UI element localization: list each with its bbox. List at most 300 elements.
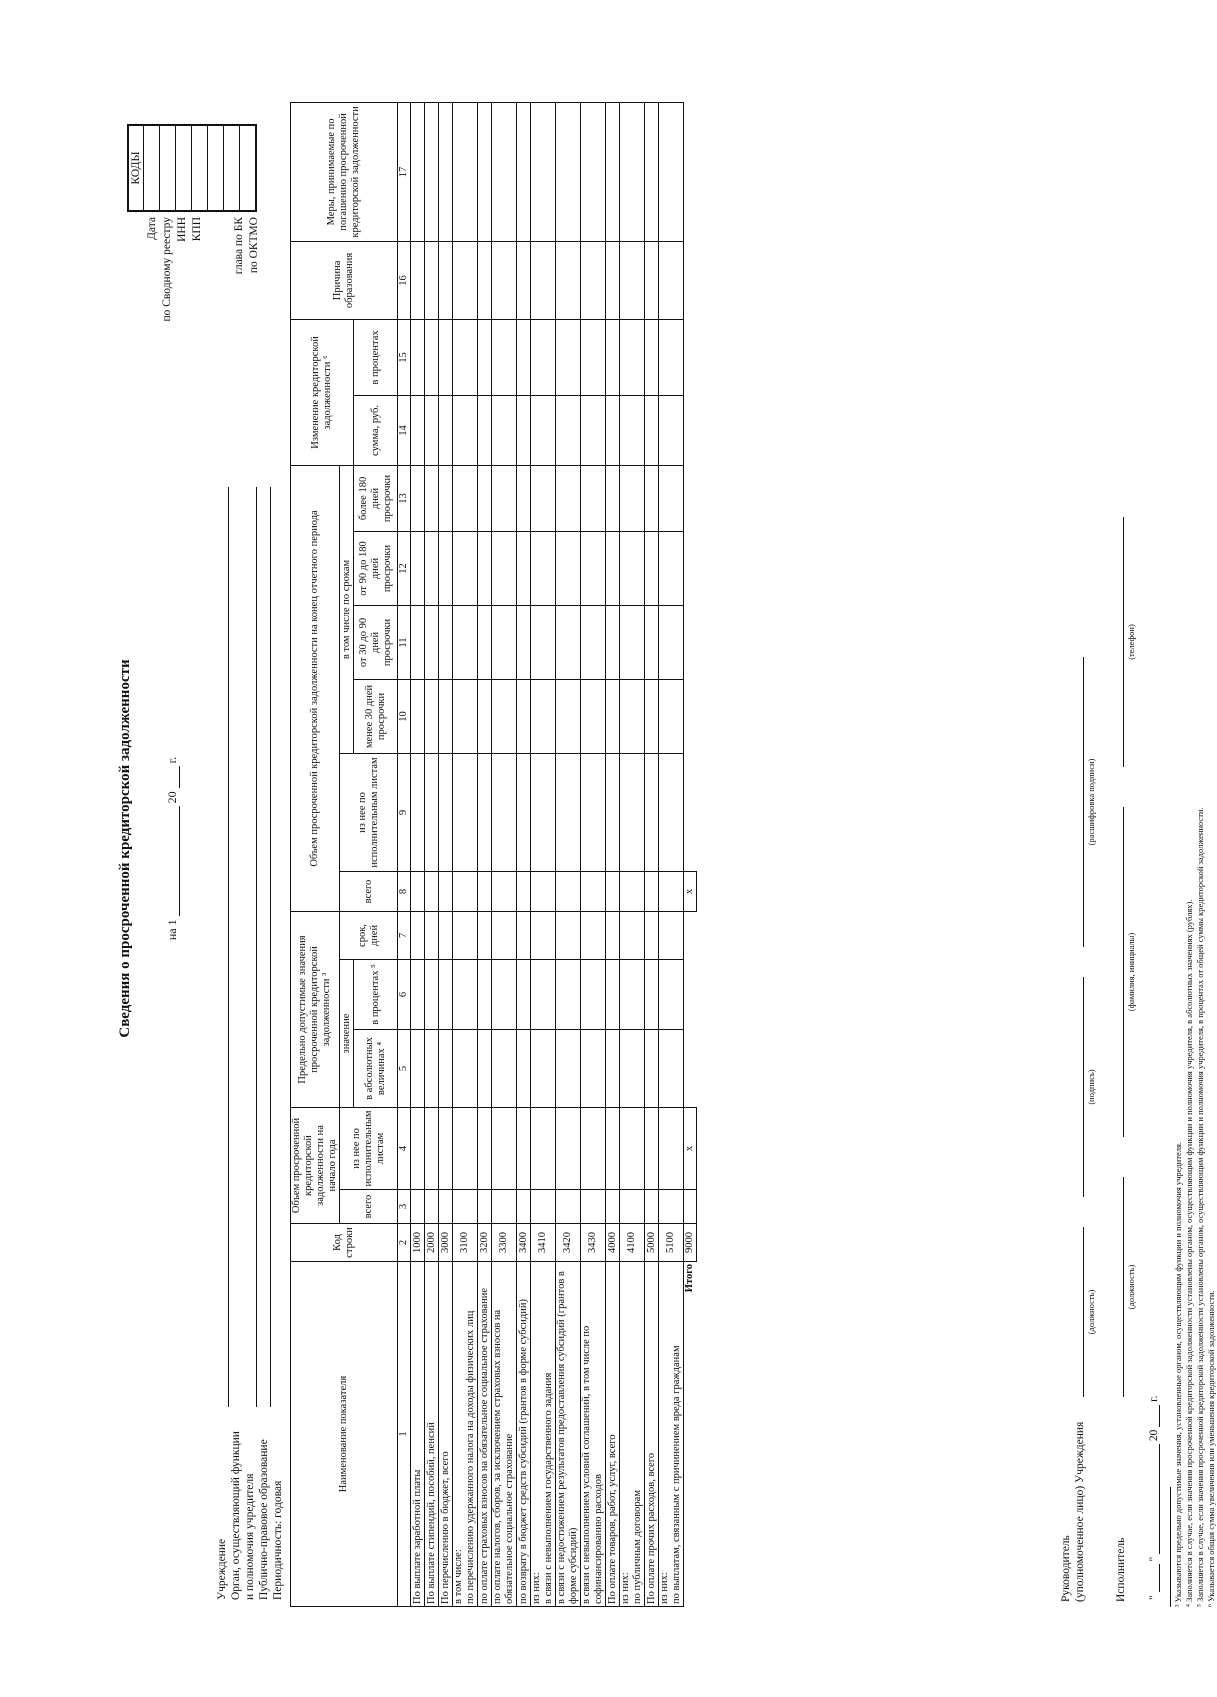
value-cell[interactable] xyxy=(411,241,425,319)
value-cell[interactable] xyxy=(517,872,531,912)
value-cell[interactable] xyxy=(492,872,517,912)
value-cell[interactable] xyxy=(531,532,556,606)
value-cell[interactable] xyxy=(478,102,492,241)
value-cell[interactable] xyxy=(478,465,492,531)
row-code: 3430 xyxy=(581,1224,606,1262)
value-cell[interactable] xyxy=(659,1030,684,1108)
value-cell[interactable] xyxy=(659,465,684,531)
value-cell[interactable] xyxy=(453,102,478,241)
value-cell[interactable] xyxy=(453,465,478,531)
value-cell[interactable] xyxy=(531,912,556,960)
value-cell[interactable] xyxy=(620,606,645,680)
value-cell[interactable] xyxy=(620,532,645,606)
header-value: значение xyxy=(340,960,354,1108)
value-cell[interactable] xyxy=(606,606,620,680)
header-limits: Предельно допустимые значения просроченной кредиторской задолженности ³ xyxy=(291,912,340,1108)
value-cell[interactable] xyxy=(620,872,645,912)
row-name: из них: в связи с невыполнением государственного задания xyxy=(531,1262,556,1607)
value-cell[interactable] xyxy=(439,532,453,606)
col-number: 15 xyxy=(398,319,411,395)
value-cell[interactable] xyxy=(517,960,531,1030)
footnote-separator xyxy=(1170,1487,1171,1607)
row-name: по возврату в бюджет средств субсидий (грантов в форме субсидий) xyxy=(517,1262,531,1607)
value-cell[interactable] xyxy=(411,395,425,465)
year-blank[interactable] xyxy=(179,766,180,788)
value-cell[interactable] xyxy=(478,319,492,395)
value-cell[interactable] xyxy=(492,1108,517,1190)
value-cell[interactable] xyxy=(620,754,645,872)
code-cell-kpp[interactable] xyxy=(192,125,208,211)
value-cell[interactable] xyxy=(659,1108,684,1190)
value-cell[interactable] xyxy=(556,872,581,912)
value-cell[interactable] xyxy=(581,912,606,960)
value-cell[interactable] xyxy=(606,532,620,606)
value-cell[interactable] xyxy=(659,395,684,465)
value-cell[interactable] xyxy=(425,532,439,606)
value-cell[interactable] xyxy=(425,872,439,912)
value-cell[interactable] xyxy=(439,241,453,319)
value-cell[interactable] xyxy=(556,1190,581,1224)
col-number: 12 xyxy=(398,532,411,606)
value-cell[interactable] xyxy=(453,241,478,319)
value-cell[interactable] xyxy=(556,532,581,606)
value-cell[interactable] xyxy=(453,872,478,912)
codes-label: КОДЫ xyxy=(128,125,144,211)
value-cell[interactable] xyxy=(453,395,478,465)
row-name: по оплате налогов, сборов, за исключением страховых взносов на обязательное социальное страхование xyxy=(492,1262,517,1607)
value-cell[interactable] xyxy=(645,1030,659,1108)
value-cell[interactable] xyxy=(645,680,659,754)
value-cell[interactable] xyxy=(439,606,453,680)
table-row xyxy=(645,102,659,1606)
value-cell[interactable] xyxy=(645,606,659,680)
value-cell[interactable] xyxy=(411,912,425,960)
value-cell[interactable] xyxy=(620,319,645,395)
value-cell[interactable] xyxy=(478,680,492,754)
value-cell[interactable] xyxy=(556,754,581,872)
header-end-total: всего xyxy=(340,872,398,912)
value-cell[interactable] xyxy=(517,319,531,395)
header-name: Наименование показателя xyxy=(291,1262,398,1607)
value-cell[interactable] xyxy=(411,102,425,241)
value-cell[interactable] xyxy=(531,465,556,531)
total-gap xyxy=(684,912,697,1108)
right-label-kpp: КПП xyxy=(191,217,203,242)
table-row xyxy=(517,102,531,1606)
value-cell[interactable] xyxy=(531,754,556,872)
value-cell[interactable] xyxy=(659,241,684,319)
value-cell[interactable] xyxy=(492,319,517,395)
value-cell[interactable] xyxy=(453,680,478,754)
value-cell[interactable] xyxy=(659,532,684,606)
value-cell[interactable] xyxy=(425,241,439,319)
value-cell[interactable] xyxy=(517,680,531,754)
table-row xyxy=(659,102,684,1606)
value-cell[interactable] xyxy=(517,1030,531,1108)
value-cell[interactable] xyxy=(411,960,425,1030)
value-cell[interactable] xyxy=(556,912,581,960)
value-cell[interactable] xyxy=(645,754,659,872)
value-cell[interactable] xyxy=(425,680,439,754)
value-cell[interactable] xyxy=(425,606,439,680)
head-decoding-line[interactable] xyxy=(1083,657,1084,947)
value-cell[interactable] xyxy=(645,1108,659,1190)
value-cell[interactable] xyxy=(556,680,581,754)
value-cell[interactable] xyxy=(645,395,659,465)
row-code: 3100 xyxy=(453,1224,478,1262)
value-cell[interactable] xyxy=(606,1030,620,1108)
value-cell[interactable] xyxy=(659,912,684,960)
value-cell[interactable] xyxy=(478,960,492,1030)
value-cell[interactable] xyxy=(517,1108,531,1190)
header-code: Код строки xyxy=(291,1224,398,1262)
value-cell[interactable] xyxy=(581,872,606,912)
header-change-sum: сумма, руб. xyxy=(354,395,398,465)
value-cell[interactable] xyxy=(517,395,531,465)
value-cell[interactable] xyxy=(517,241,531,319)
value-cell[interactable] xyxy=(439,395,453,465)
footnote-6: ⁶ Указывается общая сумма увеличения или уменьшения кредиторской задолженности. xyxy=(1206,1290,1216,1607)
value-cell[interactable] xyxy=(556,606,581,680)
table-row xyxy=(581,102,606,1606)
caption-phone: (телефон) xyxy=(1126,624,1136,660)
value-cell[interactable] xyxy=(645,960,659,1030)
value-cell[interactable] xyxy=(645,102,659,241)
code-cell-inn[interactable] xyxy=(176,125,192,211)
value-cell[interactable] xyxy=(411,872,425,912)
value-cell[interactable] xyxy=(581,102,606,241)
value-cell[interactable] xyxy=(425,912,439,960)
value-cell[interactable] xyxy=(581,960,606,1030)
row-name: из них: по публичным договорам xyxy=(620,1262,645,1607)
value-cell[interactable] xyxy=(581,680,606,754)
row-name: По выплате стипендий, пособий, пенсий xyxy=(425,1262,439,1607)
value-cell[interactable] xyxy=(478,1108,492,1190)
value-cell[interactable] xyxy=(659,960,684,1030)
total-cell[interactable] xyxy=(684,1190,697,1224)
value-cell[interactable] xyxy=(645,241,659,319)
table-row xyxy=(606,102,620,1606)
value-cell[interactable] xyxy=(620,1108,645,1190)
value-cell[interactable] xyxy=(606,1190,620,1224)
value-cell[interactable] xyxy=(411,1190,425,1224)
caption-fio: (фамилия, инициалы) xyxy=(1126,932,1136,1012)
col-number: 9 xyxy=(398,754,411,872)
value-cell[interactable] xyxy=(531,241,556,319)
public-entity-input-line[interactable] xyxy=(270,487,271,1407)
value-cell[interactable] xyxy=(659,102,684,241)
value-cell[interactable] xyxy=(517,1190,531,1224)
value-cell[interactable] xyxy=(492,912,517,960)
value-cell[interactable] xyxy=(556,395,581,465)
row-code: 1000 xyxy=(411,1224,425,1262)
value-cell[interactable] xyxy=(531,872,556,912)
value-cell[interactable] xyxy=(439,319,453,395)
value-cell[interactable] xyxy=(581,754,606,872)
value-cell[interactable] xyxy=(531,319,556,395)
label-founder-2: и полномочия учредителя xyxy=(244,1473,256,1600)
value-cell[interactable] xyxy=(439,102,453,241)
value-cell[interactable] xyxy=(620,102,645,241)
value-cell[interactable] xyxy=(492,960,517,1030)
value-cell[interactable] xyxy=(453,319,478,395)
value-cell[interactable] xyxy=(645,532,659,606)
value-cell[interactable] xyxy=(453,1030,478,1108)
value-cell[interactable] xyxy=(659,680,684,754)
value-cell[interactable] xyxy=(439,872,453,912)
value-cell[interactable] xyxy=(556,319,581,395)
value-cell[interactable] xyxy=(531,680,556,754)
institution-input-line[interactable] xyxy=(228,487,229,1407)
value-cell[interactable] xyxy=(492,680,517,754)
value-cell[interactable] xyxy=(453,606,478,680)
value-cell[interactable] xyxy=(645,912,659,960)
executor-label: Исполнитель xyxy=(1115,1537,1127,1602)
value-cell[interactable] xyxy=(492,102,517,241)
value-cell[interactable] xyxy=(453,1190,478,1224)
code-cell-oktmo[interactable] xyxy=(240,125,257,211)
value-cell[interactable] xyxy=(453,532,478,606)
value-cell[interactable] xyxy=(478,241,492,319)
head-label-1: Руководитель xyxy=(1060,1535,1072,1602)
value-cell[interactable] xyxy=(425,754,439,872)
founder-input-line[interactable] xyxy=(256,487,257,1407)
value-cell[interactable] xyxy=(556,1108,581,1190)
value-cell[interactable] xyxy=(606,912,620,960)
value-cell[interactable] xyxy=(556,241,581,319)
value-cell[interactable] xyxy=(425,465,439,531)
row-code: 4100 xyxy=(620,1224,645,1262)
value-cell[interactable] xyxy=(581,1108,606,1190)
value-cell[interactable] xyxy=(659,754,684,872)
total-label: Итого xyxy=(684,1264,696,1293)
value-cell[interactable] xyxy=(517,465,531,531)
value-cell[interactable] xyxy=(659,872,684,912)
header-end-of-period: Объем просроченной кредиторской задолженности на конец отчетного периода xyxy=(291,465,340,911)
value-cell[interactable] xyxy=(411,754,425,872)
value-cell[interactable] xyxy=(556,960,581,1030)
value-cell[interactable] xyxy=(606,754,620,872)
value-cell[interactable] xyxy=(645,465,659,531)
month-blank[interactable] xyxy=(1159,1444,1160,1554)
value-cell[interactable] xyxy=(411,680,425,754)
value-cell[interactable] xyxy=(581,606,606,680)
head-position-line[interactable] xyxy=(1083,1227,1084,1397)
codes-box xyxy=(127,124,257,212)
value-cell[interactable] xyxy=(411,1108,425,1190)
col-number: 8 xyxy=(398,872,411,912)
value-cell[interactable] xyxy=(425,319,439,395)
value-cell[interactable] xyxy=(606,872,620,912)
value-cell[interactable] xyxy=(492,465,517,531)
header-measures: Меры, принимаемые по погашению просроченной кредиторской задолженности xyxy=(291,102,398,241)
value-cell[interactable] xyxy=(645,872,659,912)
value-cell[interactable] xyxy=(531,606,556,680)
value-cell[interactable] xyxy=(620,1030,645,1108)
value-cell[interactable] xyxy=(439,1030,453,1108)
value-cell[interactable] xyxy=(556,102,581,241)
row-code: 3410 xyxy=(531,1224,556,1262)
value-cell[interactable] xyxy=(425,1030,439,1108)
row-code: 3000 xyxy=(439,1224,453,1262)
caption-executor-position: (должность) xyxy=(1126,1264,1136,1310)
value-cell[interactable] xyxy=(453,912,478,960)
value-cell[interactable] xyxy=(425,1108,439,1190)
value-cell[interactable] xyxy=(531,1190,556,1224)
header-start-of-year: Объем просроченной кредиторской задолженности на начало года xyxy=(291,1108,340,1224)
value-cell[interactable] xyxy=(581,395,606,465)
value-cell[interactable] xyxy=(492,395,517,465)
value-cell[interactable] xyxy=(531,1108,556,1190)
value-cell[interactable] xyxy=(478,395,492,465)
executor-fio-line[interactable] xyxy=(1123,807,1124,1137)
date-blank[interactable] xyxy=(179,806,180,916)
value-cell[interactable] xyxy=(645,1190,659,1224)
value-cell[interactable] xyxy=(606,102,620,241)
sign-year-prefix: 20 xyxy=(1148,1429,1160,1442)
value-cell[interactable] xyxy=(581,241,606,319)
value-cell[interactable] xyxy=(620,465,645,531)
value-cell[interactable] xyxy=(620,1190,645,1224)
value-cell[interactable] xyxy=(581,532,606,606)
value-cell[interactable] xyxy=(659,606,684,680)
value-cell[interactable] xyxy=(411,319,425,395)
value-cell[interactable] xyxy=(620,912,645,960)
value-cell[interactable] xyxy=(425,395,439,465)
header-90-180: от 90 до 180 дней просрочки xyxy=(354,532,398,606)
executor-phone-line[interactable] xyxy=(1123,517,1124,767)
value-cell[interactable] xyxy=(425,102,439,241)
overdue-payables-table xyxy=(290,102,697,1607)
row-name: По оплате прочих расходов, всего xyxy=(645,1262,659,1607)
value-cell[interactable] xyxy=(439,465,453,531)
value-cell[interactable] xyxy=(606,319,620,395)
code-cell-bk[interactable] xyxy=(224,125,240,211)
value-cell[interactable] xyxy=(581,1190,606,1224)
value-cell[interactable] xyxy=(439,1108,453,1190)
code-cell-registry[interactable] xyxy=(160,125,176,211)
value-cell[interactable] xyxy=(439,680,453,754)
value-cell[interactable] xyxy=(606,241,620,319)
code-cell-empty[interactable] xyxy=(208,125,224,211)
header-end-exec: из нее по исполнительным листам xyxy=(340,754,398,872)
value-cell[interactable] xyxy=(606,680,620,754)
right-label-date: Дата xyxy=(146,217,158,240)
value-cell[interactable] xyxy=(478,754,492,872)
value-cell[interactable] xyxy=(517,912,531,960)
value-cell[interactable] xyxy=(439,754,453,872)
value-cell[interactable] xyxy=(478,872,492,912)
value-cell[interactable] xyxy=(531,102,556,241)
head-signature-line[interactable] xyxy=(1083,977,1084,1197)
value-cell[interactable] xyxy=(492,1190,517,1224)
value-cell[interactable] xyxy=(606,395,620,465)
value-cell[interactable] xyxy=(581,319,606,395)
header-pct: в процентах ⁵ xyxy=(354,960,398,1030)
value-cell[interactable] xyxy=(606,1108,620,1190)
day-blank[interactable] xyxy=(1159,1564,1160,1592)
value-cell[interactable] xyxy=(439,960,453,1030)
row-name: По выплате заработной платы xyxy=(411,1262,425,1607)
value-cell[interactable] xyxy=(556,465,581,531)
value-cell[interactable] xyxy=(645,319,659,395)
value-cell[interactable] xyxy=(478,606,492,680)
value-cell[interactable] xyxy=(439,912,453,960)
value-cell[interactable] xyxy=(531,395,556,465)
code-cell-date[interactable] xyxy=(144,125,160,211)
value-cell[interactable] xyxy=(517,754,531,872)
value-cell[interactable] xyxy=(478,1190,492,1224)
value-cell[interactable] xyxy=(620,395,645,465)
value-cell[interactable] xyxy=(453,754,478,872)
value-cell[interactable] xyxy=(581,1030,606,1108)
value-cell[interactable] xyxy=(659,1190,684,1224)
row-code: 5000 xyxy=(645,1224,659,1262)
value-cell[interactable] xyxy=(556,1030,581,1108)
value-cell[interactable] xyxy=(517,606,531,680)
value-cell[interactable] xyxy=(478,532,492,606)
right-label-inn: ИНН xyxy=(176,217,188,242)
caption-signature: (подпись) xyxy=(1086,1069,1096,1105)
value-cell[interactable] xyxy=(425,1190,439,1224)
value-cell[interactable] xyxy=(439,1190,453,1224)
value-cell[interactable] xyxy=(492,1030,517,1108)
value-cell[interactable] xyxy=(478,912,492,960)
value-cell[interactable] xyxy=(620,960,645,1030)
value-cell[interactable] xyxy=(453,960,478,1030)
value-cell[interactable] xyxy=(531,1030,556,1108)
value-cell[interactable] xyxy=(453,1108,478,1190)
value-cell[interactable] xyxy=(411,532,425,606)
value-cell[interactable] xyxy=(492,606,517,680)
label-institution: Учреждение xyxy=(216,1538,228,1600)
value-cell[interactable] xyxy=(620,241,645,319)
value-cell[interactable] xyxy=(606,465,620,531)
value-cell[interactable] xyxy=(659,319,684,395)
quote-close: " xyxy=(1148,1556,1160,1562)
header-gt180: более 180 дней просрочки xyxy=(354,465,398,531)
col-number: 3 xyxy=(398,1190,411,1224)
value-cell[interactable] xyxy=(411,465,425,531)
value-cell[interactable] xyxy=(492,241,517,319)
year-suffix: г. xyxy=(165,756,179,764)
row-name: По оплате товаров, работ, услуг, всего xyxy=(606,1262,620,1607)
row-code: 4000 xyxy=(606,1224,620,1262)
value-cell[interactable] xyxy=(517,532,531,606)
caption-position: (должность) xyxy=(1086,1289,1096,1335)
value-cell[interactable] xyxy=(425,960,439,1030)
column-numbers-row xyxy=(398,102,411,1606)
value-cell[interactable] xyxy=(492,754,517,872)
footnote-4: ⁴ Заполняется в случае, если значения просроченной кредиторской задолженности установлены органом, осуществляющим функции и полномочия учредителя, в абсолютных значениях (рублях). xyxy=(1184,899,1194,1607)
sign-year-blank[interactable] xyxy=(1159,1405,1160,1427)
col-number: 13 xyxy=(398,465,411,531)
value-cell[interactable] xyxy=(606,960,620,1030)
table-row xyxy=(478,102,492,1606)
value-cell[interactable] xyxy=(492,532,517,606)
value-cell[interactable] xyxy=(411,606,425,680)
row-code: 3200 xyxy=(478,1224,492,1262)
col-number: 11 xyxy=(398,606,411,680)
value-cell[interactable] xyxy=(531,960,556,1030)
value-cell[interactable] xyxy=(620,680,645,754)
value-cell[interactable] xyxy=(517,102,531,241)
executor-position-line[interactable] xyxy=(1123,1177,1124,1397)
value-cell[interactable] xyxy=(581,465,606,531)
header-start-exec: из нее по исполнительным листам xyxy=(340,1108,398,1190)
value-cell[interactable] xyxy=(411,1030,425,1108)
value-cell[interactable] xyxy=(478,1030,492,1108)
